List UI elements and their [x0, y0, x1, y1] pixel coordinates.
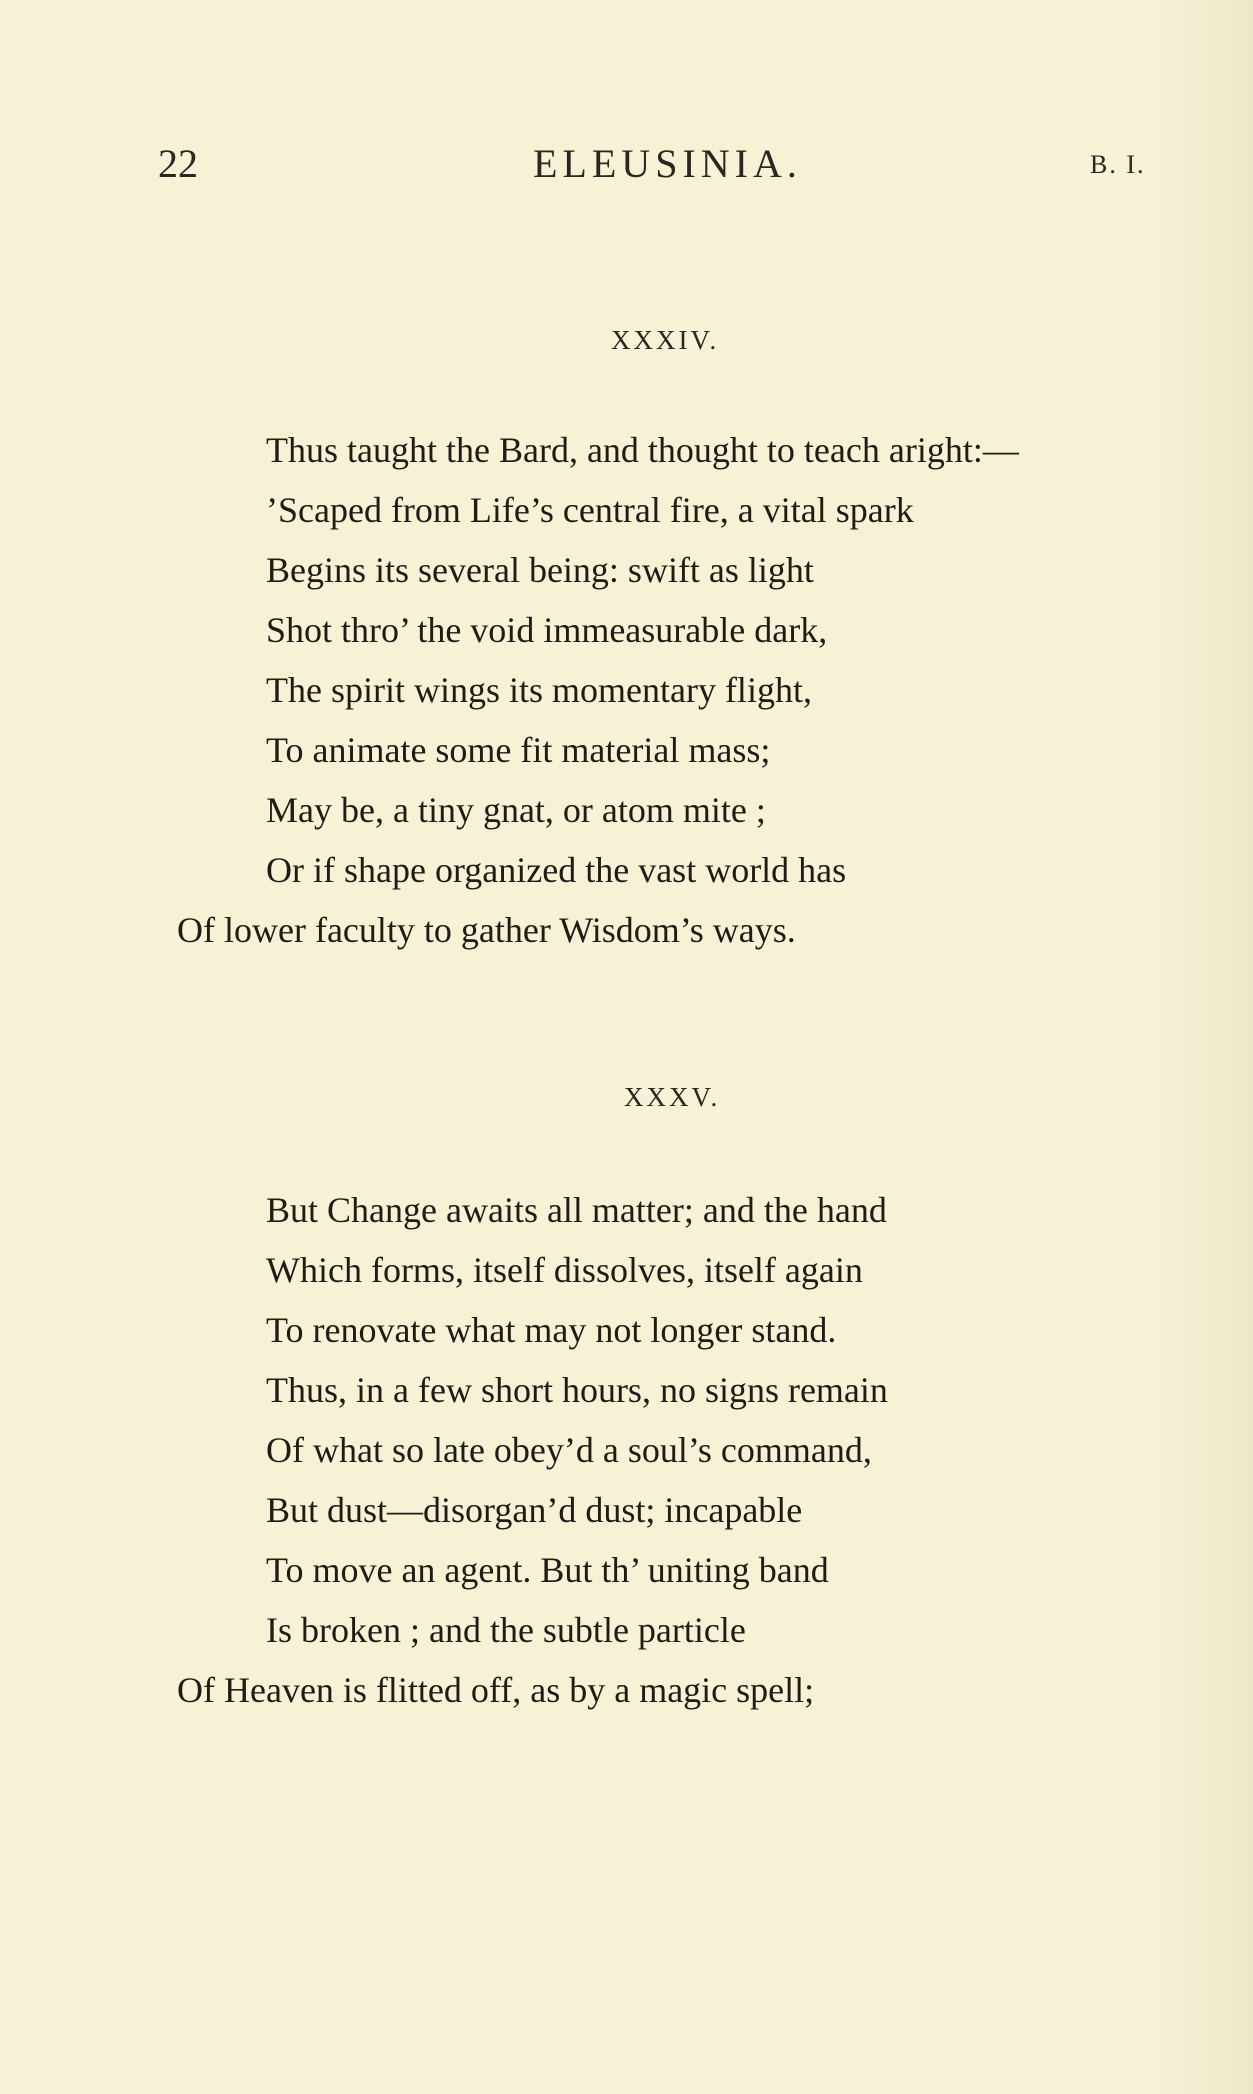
verse-line: To move an agent. But th’ uniting band — [266, 1550, 829, 1590]
verse-line: The spirit wings its momentary flight, — [266, 670, 812, 710]
book-signature: B. I. — [1090, 150, 1146, 179]
stanza-number: XXXIV. — [611, 325, 720, 355]
verse-line: Is broken ; and the subtle particle — [266, 1610, 746, 1650]
verse-line: But dust—disorgan’d dust; incapable — [266, 1490, 803, 1530]
verse-line: Shot thro’ the void immeasurable dark, — [266, 610, 828, 650]
verse-line-alexandrine: Of lower faculty to gather Wisdom’s ways. — [177, 910, 796, 950]
verse-line: Begins its several being: swift as light — [266, 550, 814, 590]
stanza-number: XXXV. — [624, 1082, 721, 1112]
verse-line-alexandrine: Of Heaven is flitted off, as by a magic spell; — [177, 1670, 815, 1710]
verse-line: ’Scaped from Life’s central fire, a vital spark — [266, 490, 914, 530]
verse-line: To animate some fit material mass; — [266, 730, 771, 770]
verse-line: Which forms, itself dissolves, itself again — [266, 1250, 863, 1290]
running-title: ELEUSINIA. — [533, 141, 802, 186]
verse-line: Thus taught the Bard, and thought to teach aright:— — [266, 430, 1019, 470]
verse-line: Or if shape organized the vast world has — [266, 850, 847, 890]
verse-line: May be, a tiny gnat, or atom mite ; — [266, 790, 766, 830]
verse-line: But Change awaits all matter; and the hand — [266, 1190, 887, 1230]
page-number: 22 — [158, 141, 198, 186]
verse-line: Of what so late obey’d a soul’s command, — [266, 1430, 872, 1470]
verse-line: Thus, in a few short hours, no signs remain — [266, 1370, 888, 1410]
verse-line: To renovate what may not longer stand. — [266, 1310, 837, 1350]
